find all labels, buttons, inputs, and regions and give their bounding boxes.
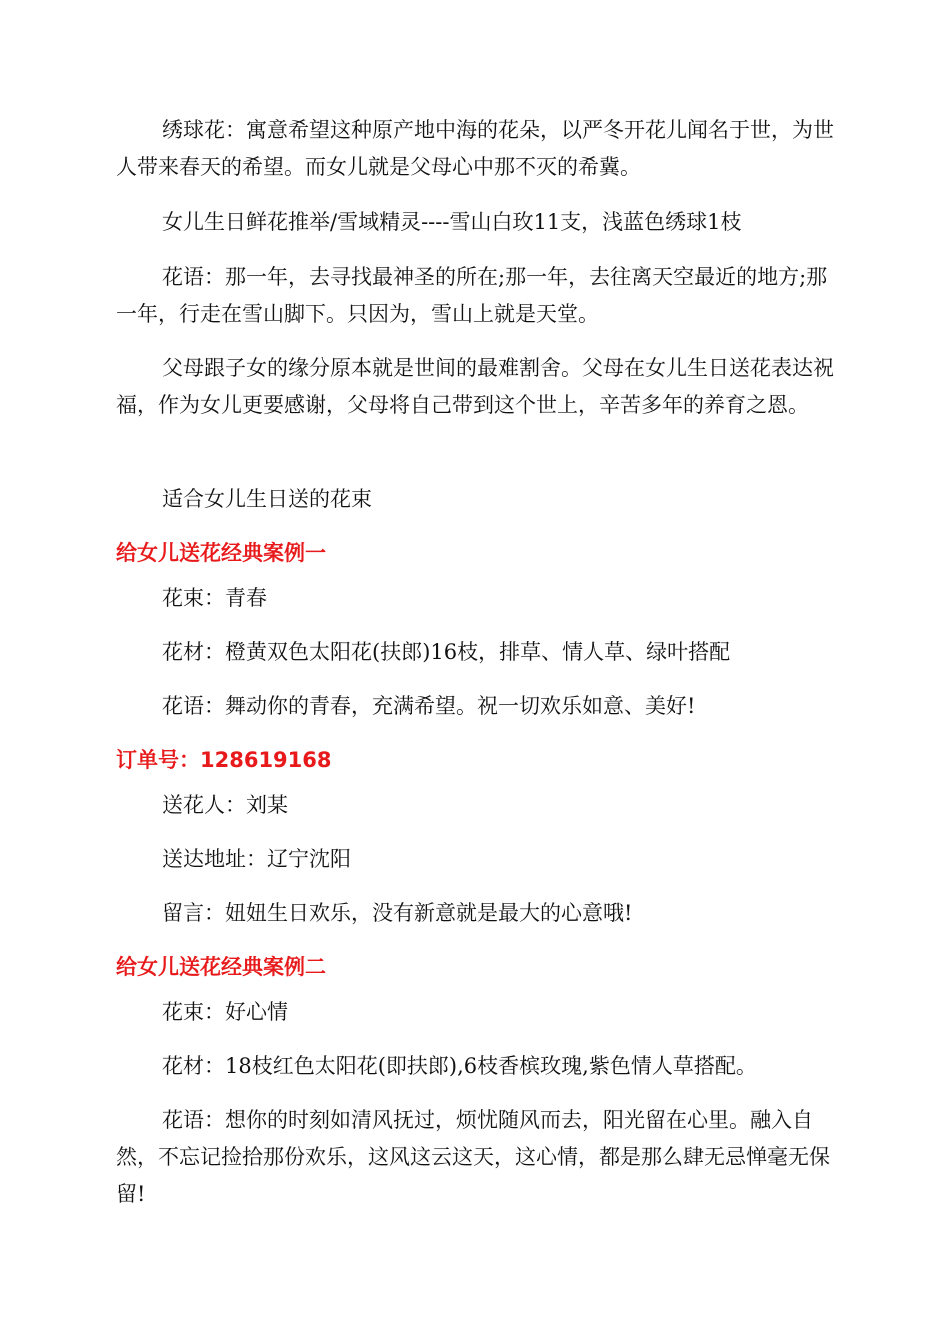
parents-paragraph: 父母跟子女的缘分原本就是世间的最难割舍。父母在女儿生日送花表达祝福，作为女儿更要感谢，父母将自己带到这个世上，辛苦多年的养育之恩。 [116, 356, 834, 417]
case-one-heading: 给女儿送花经典案例一 [116, 541, 326, 565]
case-two-bouquet: 花束：好心情 [162, 1000, 288, 1024]
order-sender: 送花人：刘某 [162, 793, 288, 817]
order-address: 送达地址：辽宁沈阳 [162, 847, 351, 871]
case-one-materials: 花材：橙黄双色太阳花(扶郎)16枝，排草、情人草、绿叶搭配 [162, 640, 731, 664]
case-one-meaning: 花语：舞动你的青春，充满希望。祝一切欢乐如意、美好! [162, 694, 696, 718]
recommendation-paragraph: 女儿生日鲜花推举/雪域精灵----雪山白玫11支，浅蓝色绣球1枝 [162, 210, 742, 234]
case-two-heading: 给女儿送花经典案例二 [116, 955, 326, 979]
snow-mountain-meaning-paragraph: 花语：那一年，去寻找最神圣的所在;那一年，去往离天空最近的地方;那一年，行走在雪山脚下。只因为，雪山上就是天堂。 [116, 265, 828, 326]
order-message: 留言：妞妞生日欢乐，没有新意就是最大的心意哦! [162, 901, 633, 925]
order-number-heading: 订单号：128619168 [116, 748, 332, 772]
suitable-bouquet-paragraph: 适合女儿生日送的花束 [162, 487, 372, 511]
case-two-materials: 花材：18枝红色太阳花(即扶郎),6枝香槟玫瑰,紫色情人草搭配。 [162, 1054, 757, 1078]
case-two-meaning: 花语：想你的时刻如清风抚过，烦忧随风而去，阳光留在心里。融入自然，不忘记捡拾那份欢乐，这风这云这天，这心情，都是那么肆无忌惮毫无保留! [116, 1108, 830, 1206]
case-one-bouquet: 花束：青春 [162, 586, 267, 610]
hydrangea-paragraph: 绣球花：寓意希望这种原产地中海的花朵，以严冬开花儿闻名于世，为世人带来春天的希望。而女儿就是父母心中那不灭的希冀。 [116, 118, 834, 179]
